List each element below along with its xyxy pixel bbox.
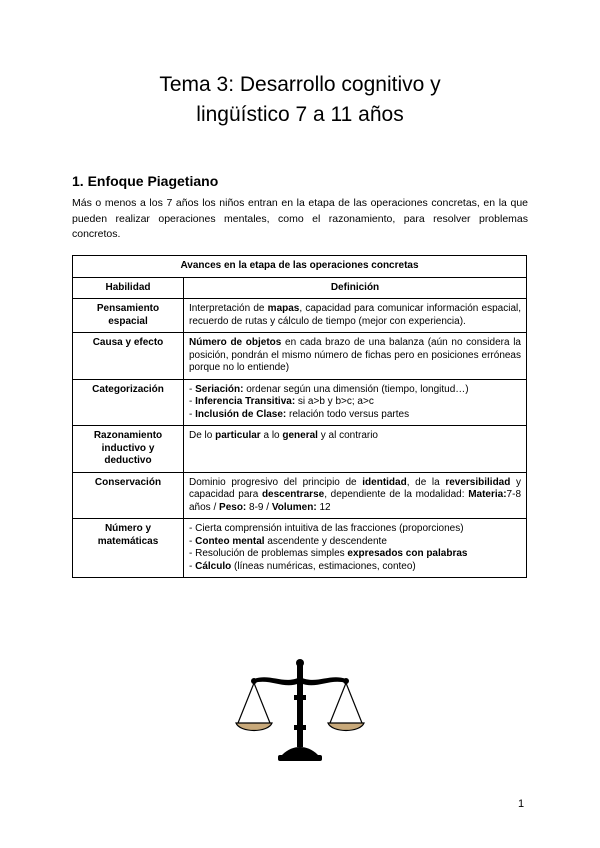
title-line-2: lingüístico 7 a 11 años <box>196 103 404 126</box>
definition-line: - Resolución de problemas simples expresados con palabras <box>189 548 468 559</box>
definition-line: - Cierta comprensión intuitiva de las fracciones (proporciones) <box>189 523 464 534</box>
table-caption-row <box>73 256 527 278</box>
definition-cell: Interpretación de mapas, capacidad para comunicar información espacial, recuerdo de rutas y cálculo de tiempo (mejor con experiencia). <box>184 299 527 333</box>
definition-line: - Conteo mental ascendente y descendente <box>189 535 387 547</box>
operations-table <box>72 255 527 578</box>
definition-cell: De lo particular a lo general y al contrario <box>184 426 527 473</box>
skill-cell: Conservación <box>73 472 184 519</box>
header-habilidad: Habilidad <box>73 277 184 299</box>
skill-cell: Número y matemáticas <box>73 519 184 578</box>
page-number: 1 <box>518 798 525 810</box>
table-row <box>73 379 527 426</box>
skill-cell: Pensamiento espacial <box>73 299 184 333</box>
definition-cell: Dominio progresivo del principio de identidad, de la reversibilidad y capacidad para descentrarse, dependiente de la modalidad: Materia:7-8 años / Peso: 8-9 / Volumen: 12 <box>184 472 527 519</box>
skill-cell: Razonamiento inductivo y deductivo <box>73 426 184 473</box>
definition-cell <box>184 519 527 578</box>
balance-scale-icon <box>232 655 368 765</box>
definition-line: - Inferencia Transitiva: si a>b y b>c; a>c <box>189 396 374 407</box>
definition-line: - Seriación: ordenar según una dimensión (tiempo, longitud…) <box>189 383 469 395</box>
definition-cell: Número de objetos en cada brazo de una balanza (aún no considera la posición, pondrán el mismo número de fichas pero en posiciones erróneas porque no lo entiende) <box>184 333 527 380</box>
intro-paragraph: Más o menos a los 7 años los niños entran en la etapa de las operaciones concretas, en la que pueden realizar operaciones mentales, como el razonamiento, para resolver problemas concretos. <box>72 197 528 240</box>
definition-line: - Cálculo (líneas numéricas, estimaciones, conteo) <box>189 560 416 572</box>
table-header-row <box>73 277 527 299</box>
title-line-1: Tema 3: Desarrollo cognitivo y <box>159 73 441 96</box>
table-row <box>73 299 527 333</box>
section-heading: 1. Enfoque Piagetiano <box>72 173 219 189</box>
balance-scale-illustration <box>232 655 368 770</box>
page-title <box>0 70 600 130</box>
table-caption: Avances en la etapa de las operaciones concretas <box>73 256 527 278</box>
table-row <box>73 426 527 473</box>
definition-cell <box>184 379 527 426</box>
skill-cell: Causa y efecto <box>73 333 184 380</box>
table-row <box>73 472 527 519</box>
table-row <box>73 519 527 578</box>
definition-line: - Inclusión de Clase: relación todo versus partes <box>189 408 410 420</box>
skill-cell: Categorización <box>73 379 184 426</box>
header-definicion: Definición <box>184 277 527 299</box>
table-row <box>73 333 527 380</box>
